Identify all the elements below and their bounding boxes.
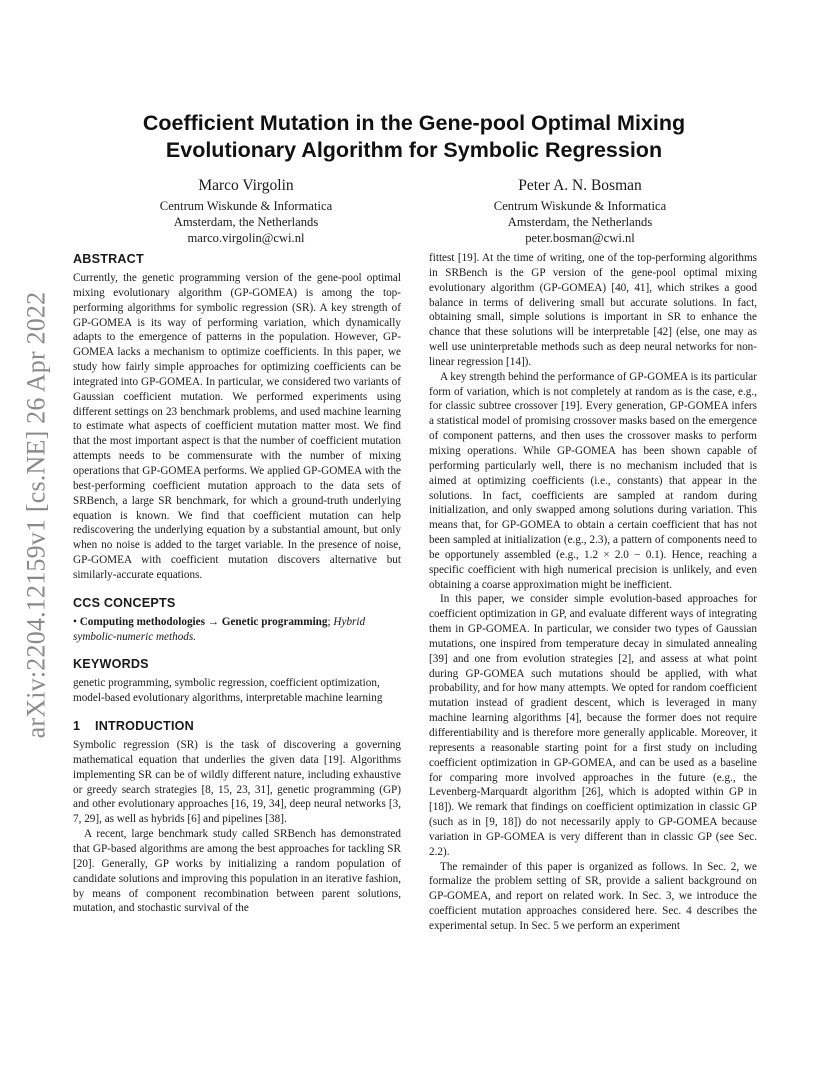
intro-paragraph-1: Symbolic regression (SR) is the task of discovering a governing mathematical equation that underlies the given data [19]. Algorithms implementing SR can be of wildly different nature, including exhaustive or greedy search strategies [8, 15, 23, 31], genetic programming (GP) and other evolutionary approaches [16, 19, 34], deep neural networks [3, 7, 29], as well as hybrids [6] and pipelines [38]. xyxy=(73,739,401,826)
author-affiliation: Centrum Wiskunde & Informatica xyxy=(493,199,667,213)
author-name: Marco Virgolin xyxy=(198,177,294,194)
body-paragraph-4: The remainder of this paper is organized as follows. In Sec. 2, we formalize the problem setting of SR, provide a salient background on GP-GOMEA, and report on related work. In Sec. 3, we introduce the coefficient mutation approaches considered here. Sec. 4 describes the experimental setup. In Sec. 5 we perform an experiment xyxy=(429,860,757,932)
author-email: marco.virgolin@cwi.nl xyxy=(187,231,305,245)
arxiv-stamp xyxy=(18,270,54,760)
body-paragraph-1: fittest [19]. At the time of writing, one of the top-performing algorithms in SRBench is the GP version of the gene-pool optimal mixing evolutionary algorithm (GP-GOMEA) [40, 41], which strikes a good balance in terms of delivering small but accurate solutions. In fact, obtaining small, simple solutions is important in SR to enhance the chance that these solutions will be interpretable [42] (else, one may as well use uninterpretable methods such as deep neural networks for non-linear regression [14]). xyxy=(429,252,757,368)
keywords-heading: KEYWORDS xyxy=(73,657,149,672)
ccs-bullet: • xyxy=(73,615,77,628)
arxiv-stamp-text: arXiv:2204.12159v1 [cs.NE] 26 Apr 2022 xyxy=(21,291,50,739)
author-email: peter.bosman@cwi.nl xyxy=(525,231,635,245)
ccs-heading: CCS CONCEPTS xyxy=(73,595,176,610)
right-column xyxy=(429,251,757,934)
body-paragraph-2: A key strength behind the performance of GP-GOMEA is its particular form of variation, which is not completely at random as is the case, e.g., for classic subtree crossover [19]. Every generation, GP-GOMEA infers a statistical model of promising crossover masks based on the emergence of component patterns, and then uses the crossover masks to perform mixing operations. While GP-GOMEA has been shown capable of performing particularly well, there is no mechanism included that is aimed at optimizing coefficients (i.e., constants) that appear in the solutions. In fact, coefficients are sampled at random during initialization, and only swapped among solutions during variation. This means that, for GP-GOMEA to obtain a certain coefficient that has not been sampled at initialization (e.g., 2.3), a pattern of components need to be opportunely assembled (e.g., 1.2 × 2.0 − 0.1). Hence, reaching a specific coefficient with high numerical precision is unlikely, and even obtaining a coarse approximation might be inefficient. xyxy=(429,370,757,591)
author-affiliation: Centrum Wiskunde & Informatica xyxy=(159,199,333,213)
ccs-separator: ; xyxy=(327,615,334,628)
abstract-heading: ABSTRACT xyxy=(73,252,144,266)
introduction-heading: 1 INTRODUCTION xyxy=(73,719,194,734)
intro-paragraph-2: A recent, large benchmark study called SRBench has demonstrated that GP-based algorithms are among the best approaches for tackling SR [20]. Generally, GP works by initializing a random population of candidate solutions and improving this population in an iterative fashion, by means of component recombination between parent solutions, mutation, and stochastic survival of the xyxy=(73,828,401,915)
abstract-text: Currently, the genetic programming version of the gene-pool optimal mixing evolutionary algorithm (GP-GOMEA) is among the top-performing algorithms for symbolic regression (SR). A key strength of GP-GOMEA is its way of performing variation, which dynamically adapts to the emergence of patterns in the population. However, GP-GOMEA lacks a mechanism to optimize coefficients. In this paper, we study how fairly simple approaches for optimizing coefficients can be integrated into GP-GOMEA. In particular, we considered two variants of Gaussian coefficient mutation. We performed experiments using different settings on 23 benchmark problems, and used machine learning to estimate what aspects of coefficient mutation matter most. We find that the most important aspect is that the number of coefficient mutation attempts needs to be commensurate with the number of mixing operations that GP-GOMEA performs. We applied GP-GOMEA with the best-performing coefficient mutation approach to the data sets of SRBench, a large SR benchmark, for which a ground-truth underlying equation is known. We find that coefficient mutation can help rediscovering the underlying equation by a substantial amount, but only when no noise is added to the target variable. In the presence of noise, GP-GOMEA with coefficient mutation discovers alternative but similarly-accurate equations. xyxy=(73,272,401,581)
author-block-1 xyxy=(96,176,396,246)
ccs-concept-secondary: Hybrid symbolic-numeric methods. xyxy=(73,615,366,643)
paper-title-line-1: Coefficient Mutation in the Gene-pool Optimal Mixing xyxy=(142,111,686,135)
ccs-concepts xyxy=(73,615,401,645)
author-location: Amsterdam, the Netherlands xyxy=(507,215,653,229)
body-paragraph-3: In this paper, we consider simple evolution-based approaches for coefficient optimization in GP, and evaluate different ways of integrating them in GP-GOMEA. In particular, we consider two types of Gaussian mutations, one inspired from temperature decay in simulated annealing [39] and one from evolution strategies [2], and assess at what point during GP-GOMEA such mutations should be applied, with what probability, and for how many attempts. We opted for random coefficient mutation instead of gradient descent, which is leveraged in many machine learning algorithms [4], because the former does not require differentiability and is therefore more generally applicable. Moreover, it represents a reasonable starting point for a first study on including coefficient optimization in GP-GOMEA, and can be used as a baseline for comparing more involved approaches in the future (e.g., the Levenberg-Marquardt algorithm [26], which is adopted within GP in [18]). We remark that findings on coefficient optimization in classic GP (such as in [9, 18]) do not necessarily apply to GP-GOMEA because variation in GP-GOMEA is very different than in classic GP (see Sec. 2.2). xyxy=(429,593,757,858)
author-name: Peter A. N. Bosman xyxy=(518,177,642,194)
paper-title-line-2: Evolutionary Algorithm for Symbolic Regression xyxy=(165,138,663,162)
author-location: Amsterdam, the Netherlands xyxy=(173,215,319,229)
keywords-text: genetic programming, symbolic regression, coefficient optimization, model-based evolutionary algorithms, interpretable machine learning xyxy=(73,677,383,705)
left-column xyxy=(73,251,401,916)
ccs-concept-primary: Computing methodologies → Genetic programming xyxy=(79,615,328,628)
paper-title xyxy=(72,110,756,164)
author-block-2 xyxy=(430,176,730,246)
